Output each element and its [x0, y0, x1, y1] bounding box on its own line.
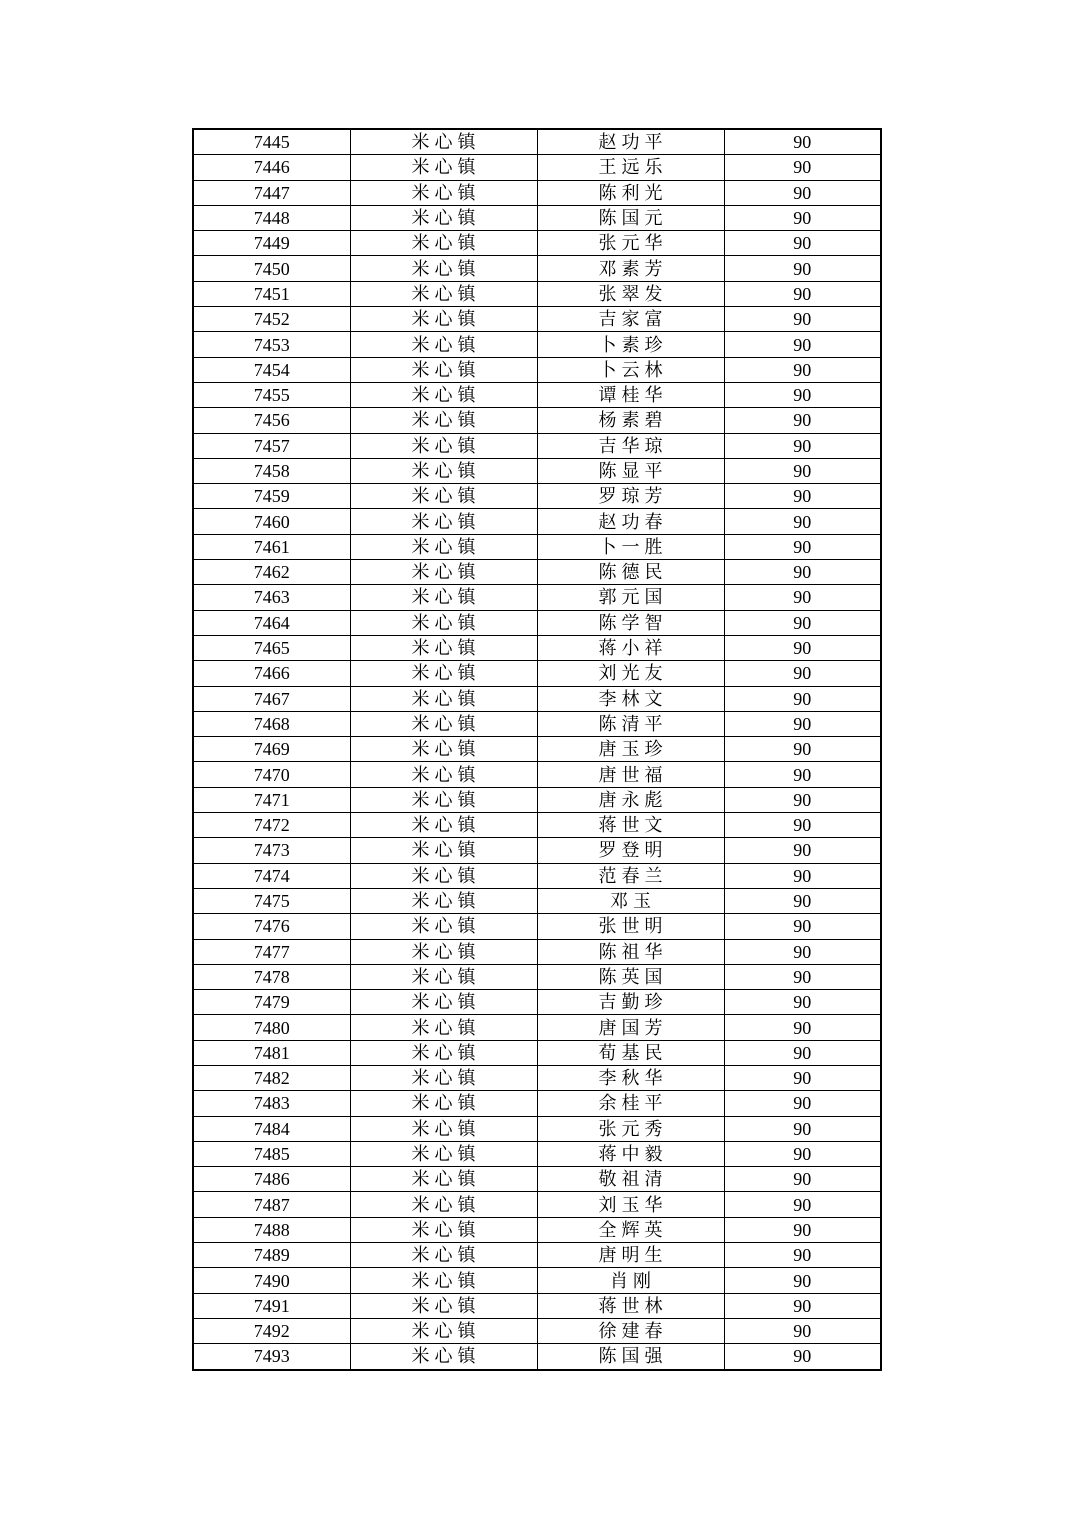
table-row: [193, 711, 881, 736]
cell-serial-number: 7487: [193, 1192, 350, 1217]
cell-town: 米心镇: [350, 1040, 537, 1065]
cell-person-name: 吉勤珍: [537, 990, 724, 1015]
cell-score: 90: [724, 534, 881, 559]
cell-town: 米心镇: [350, 205, 537, 230]
cell-serial-number: 7461: [193, 534, 350, 559]
table-row: [193, 1141, 881, 1166]
cell-town: 米心镇: [350, 180, 537, 205]
cell-person-name: 全辉英: [537, 1217, 724, 1242]
table-row: [193, 813, 881, 838]
table-row: [193, 509, 881, 534]
cell-serial-number: 7454: [193, 357, 350, 382]
table-row: [193, 231, 881, 256]
cell-score: 90: [724, 1116, 881, 1141]
cell-serial-number: 7455: [193, 382, 350, 407]
cell-serial-number: 7477: [193, 939, 350, 964]
cell-person-name: 陈英国: [537, 964, 724, 989]
cell-town: 米心镇: [350, 813, 537, 838]
cell-person-name: 陈国元: [537, 205, 724, 230]
cell-score: 90: [724, 307, 881, 332]
table-row: [193, 1167, 881, 1192]
cell-person-name: 余桂平: [537, 1091, 724, 1116]
cell-score: 90: [724, 332, 881, 357]
cell-person-name: 敬祖清: [537, 1167, 724, 1192]
cell-serial-number: 7451: [193, 281, 350, 306]
cell-serial-number: 7474: [193, 863, 350, 888]
cell-serial-number: 7462: [193, 560, 350, 585]
cell-town: 米心镇: [350, 990, 537, 1015]
cell-person-name: 蒋小祥: [537, 635, 724, 660]
cell-town: 米心镇: [350, 1091, 537, 1116]
cell-town: 米心镇: [350, 1015, 537, 1040]
cell-score: 90: [724, 1217, 881, 1242]
cell-town: 米心镇: [350, 1293, 537, 1318]
cell-score: 90: [724, 711, 881, 736]
cell-town: 米心镇: [350, 737, 537, 762]
cell-town: 米心镇: [350, 610, 537, 635]
cell-score: 90: [724, 686, 881, 711]
cell-town: 米心镇: [350, 256, 537, 281]
cell-serial-number: 7448: [193, 205, 350, 230]
table-row: [193, 155, 881, 180]
cell-serial-number: 7480: [193, 1015, 350, 1040]
cell-town: 米心镇: [350, 560, 537, 585]
cell-serial-number: 7456: [193, 408, 350, 433]
cell-person-name: 张元华: [537, 231, 724, 256]
table-row: [193, 585, 881, 610]
table-row: [193, 661, 881, 686]
table-row: [193, 686, 881, 711]
table-row: [193, 1344, 881, 1370]
cell-person-name: 吉家富: [537, 307, 724, 332]
cell-person-name: 杨素碧: [537, 408, 724, 433]
cell-person-name: 陈国强: [537, 1344, 724, 1370]
cell-person-name: 范春兰: [537, 863, 724, 888]
cell-town: 米心镇: [350, 888, 537, 913]
cell-score: 90: [724, 129, 881, 155]
cell-serial-number: 7464: [193, 610, 350, 635]
table-row: [193, 737, 881, 762]
cell-town: 米心镇: [350, 939, 537, 964]
table-row: [193, 635, 881, 660]
cell-person-name: 郭元国: [537, 585, 724, 610]
cell-town: 米心镇: [350, 231, 537, 256]
cell-serial-number: 7459: [193, 484, 350, 509]
cell-person-name: 张元秀: [537, 1116, 724, 1141]
table-row: [193, 534, 881, 559]
cell-score: 90: [724, 787, 881, 812]
cell-town: 米心镇: [350, 155, 537, 180]
cell-score: 90: [724, 408, 881, 433]
cell-town: 米心镇: [350, 914, 537, 939]
cell-serial-number: 7466: [193, 661, 350, 686]
cell-person-name: 唐永彪: [537, 787, 724, 812]
cell-serial-number: 7483: [193, 1091, 350, 1116]
cell-person-name: 刘玉华: [537, 1192, 724, 1217]
table-row: [193, 914, 881, 939]
cell-person-name: 赵功春: [537, 509, 724, 534]
cell-score: 90: [724, 484, 881, 509]
cell-score: 90: [724, 256, 881, 281]
cell-score: 90: [724, 1293, 881, 1318]
table-row: [193, 1268, 881, 1293]
table-row: [193, 484, 881, 509]
table-row: [193, 964, 881, 989]
cell-person-name: 陈利光: [537, 180, 724, 205]
cell-serial-number: 7479: [193, 990, 350, 1015]
cell-serial-number: 7476: [193, 914, 350, 939]
cell-score: 90: [724, 964, 881, 989]
cell-serial-number: 7478: [193, 964, 350, 989]
table-row: [193, 1217, 881, 1242]
cell-score: 90: [724, 990, 881, 1015]
table-row: [193, 357, 881, 382]
cell-serial-number: 7484: [193, 1116, 350, 1141]
cell-person-name: 陈显平: [537, 458, 724, 483]
cell-person-name: 吉华琼: [537, 433, 724, 458]
cell-score: 90: [724, 838, 881, 863]
cell-town: 米心镇: [350, 964, 537, 989]
cell-score: 90: [724, 1268, 881, 1293]
cell-serial-number: 7488: [193, 1217, 350, 1242]
cell-serial-number: 7457: [193, 433, 350, 458]
cell-serial-number: 7471: [193, 787, 350, 812]
table-row: [193, 787, 881, 812]
table-row: [193, 610, 881, 635]
cell-person-name: 邓素芳: [537, 256, 724, 281]
cell-town: 米心镇: [350, 1167, 537, 1192]
cell-person-name: 陈德民: [537, 560, 724, 585]
cell-town: 米心镇: [350, 408, 537, 433]
cell-person-name: 王远乐: [537, 155, 724, 180]
cell-town: 米心镇: [350, 281, 537, 306]
cell-person-name: 唐明生: [537, 1243, 724, 1268]
table-row: [193, 1015, 881, 1040]
table-row: [193, 332, 881, 357]
roster-table-body: [193, 129, 881, 1370]
cell-serial-number: 7492: [193, 1318, 350, 1343]
table-row: [193, 939, 881, 964]
table-row: [193, 838, 881, 863]
cell-person-name: 陈清平: [537, 711, 724, 736]
cell-score: 90: [724, 1192, 881, 1217]
cell-score: 90: [724, 231, 881, 256]
table-row: [193, 382, 881, 407]
cell-score: 90: [724, 560, 881, 585]
cell-serial-number: 7449: [193, 231, 350, 256]
cell-person-name: 陈祖华: [537, 939, 724, 964]
cell-person-name: 张翠发: [537, 281, 724, 306]
table-row: [193, 1192, 881, 1217]
cell-person-name: 张世明: [537, 914, 724, 939]
table-row: [193, 458, 881, 483]
cell-person-name: 罗登明: [537, 838, 724, 863]
cell-serial-number: 7470: [193, 762, 350, 787]
cell-town: 米心镇: [350, 129, 537, 155]
cell-serial-number: 7475: [193, 888, 350, 913]
cell-town: 米心镇: [350, 711, 537, 736]
cell-score: 90: [724, 914, 881, 939]
cell-town: 米心镇: [350, 635, 537, 660]
cell-score: 90: [724, 357, 881, 382]
cell-serial-number: 7465: [193, 635, 350, 660]
cell-score: 90: [724, 762, 881, 787]
table-row: [193, 1065, 881, 1090]
cell-score: 90: [724, 281, 881, 306]
cell-person-name: 肖刚: [537, 1268, 724, 1293]
cell-score: 90: [724, 1091, 881, 1116]
cell-serial-number: 7450: [193, 256, 350, 281]
table-row: [193, 205, 881, 230]
cell-person-name: 谭桂华: [537, 382, 724, 407]
table-row: [193, 1040, 881, 1065]
table-row: [193, 1293, 881, 1318]
cell-person-name: 卜一胜: [537, 534, 724, 559]
table-row: [193, 990, 881, 1015]
cell-town: 米心镇: [350, 307, 537, 332]
cell-score: 90: [724, 1015, 881, 1040]
cell-serial-number: 7469: [193, 737, 350, 762]
cell-score: 90: [724, 1167, 881, 1192]
cell-town: 米心镇: [350, 1318, 537, 1343]
cell-town: 米心镇: [350, 1141, 537, 1166]
cell-person-name: 李林文: [537, 686, 724, 711]
cell-town: 米心镇: [350, 357, 537, 382]
table-row: [193, 1318, 881, 1343]
cell-score: 90: [724, 1243, 881, 1268]
cell-score: 90: [724, 635, 881, 660]
cell-town: 米心镇: [350, 1217, 537, 1242]
table-row: [193, 1116, 881, 1141]
cell-person-name: 陈学智: [537, 610, 724, 635]
table-row: [193, 281, 881, 306]
cell-serial-number: 7463: [193, 585, 350, 610]
table-row: [193, 256, 881, 281]
cell-score: 90: [724, 813, 881, 838]
cell-town: 米心镇: [350, 686, 537, 711]
cell-score: 90: [724, 1065, 881, 1090]
cell-serial-number: 7460: [193, 509, 350, 534]
cell-person-name: 罗琼芳: [537, 484, 724, 509]
roster-table: [192, 128, 882, 1371]
cell-serial-number: 7490: [193, 1268, 350, 1293]
cell-serial-number: 7447: [193, 180, 350, 205]
cell-serial-number: 7445: [193, 129, 350, 155]
cell-serial-number: 7452: [193, 307, 350, 332]
cell-score: 90: [724, 585, 881, 610]
cell-town: 米心镇: [350, 509, 537, 534]
cell-town: 米心镇: [350, 458, 537, 483]
cell-person-name: 卜云林: [537, 357, 724, 382]
cell-score: 90: [724, 180, 881, 205]
cell-town: 米心镇: [350, 838, 537, 863]
cell-town: 米心镇: [350, 1192, 537, 1217]
cell-score: 90: [724, 155, 881, 180]
cell-serial-number: 7493: [193, 1344, 350, 1370]
table-row: [193, 129, 881, 155]
cell-town: 米心镇: [350, 1243, 537, 1268]
cell-score: 90: [724, 863, 881, 888]
table-row: [193, 1091, 881, 1116]
cell-town: 米心镇: [350, 1344, 537, 1370]
cell-person-name: 李秋华: [537, 1065, 724, 1090]
table-row: [193, 560, 881, 585]
table-row: [193, 888, 881, 913]
table-row: [193, 863, 881, 888]
cell-score: 90: [724, 1040, 881, 1065]
cell-town: 米心镇: [350, 1065, 537, 1090]
cell-town: 米心镇: [350, 762, 537, 787]
cell-town: 米心镇: [350, 433, 537, 458]
table-row: [193, 180, 881, 205]
cell-person-name: 蒋中毅: [537, 1141, 724, 1166]
cell-score: 90: [724, 1141, 881, 1166]
cell-serial-number: 7489: [193, 1243, 350, 1268]
cell-serial-number: 7472: [193, 813, 350, 838]
cell-person-name: 蒋世文: [537, 813, 724, 838]
cell-score: 90: [724, 888, 881, 913]
cell-serial-number: 7491: [193, 1293, 350, 1318]
cell-person-name: 蒋世林: [537, 1293, 724, 1318]
cell-serial-number: 7485: [193, 1141, 350, 1166]
cell-town: 米心镇: [350, 863, 537, 888]
table-row: [193, 762, 881, 787]
cell-person-name: 唐世福: [537, 762, 724, 787]
cell-serial-number: 7473: [193, 838, 350, 863]
cell-serial-number: 7446: [193, 155, 350, 180]
cell-score: 90: [724, 737, 881, 762]
cell-person-name: 刘光友: [537, 661, 724, 686]
cell-score: 90: [724, 509, 881, 534]
cell-serial-number: 7458: [193, 458, 350, 483]
cell-town: 米心镇: [350, 1116, 537, 1141]
cell-person-name: 徐建春: [537, 1318, 724, 1343]
cell-score: 90: [724, 610, 881, 635]
cell-town: 米心镇: [350, 787, 537, 812]
cell-town: 米心镇: [350, 534, 537, 559]
cell-town: 米心镇: [350, 484, 537, 509]
cell-score: 90: [724, 1344, 881, 1370]
cell-town: 米心镇: [350, 661, 537, 686]
cell-town: 米心镇: [350, 1268, 537, 1293]
cell-serial-number: 7467: [193, 686, 350, 711]
cell-score: 90: [724, 382, 881, 407]
cell-person-name: 唐玉珍: [537, 737, 724, 762]
cell-person-name: 邓玉: [537, 888, 724, 913]
cell-town: 米心镇: [350, 332, 537, 357]
table-row: [193, 408, 881, 433]
table-row: [193, 433, 881, 458]
table-row: [193, 307, 881, 332]
cell-serial-number: 7482: [193, 1065, 350, 1090]
cell-town: 米心镇: [350, 585, 537, 610]
table-row: [193, 1243, 881, 1268]
cell-serial-number: 7481: [193, 1040, 350, 1065]
cell-score: 90: [724, 939, 881, 964]
cell-score: 90: [724, 433, 881, 458]
cell-serial-number: 7453: [193, 332, 350, 357]
cell-person-name: 赵功平: [537, 129, 724, 155]
cell-score: 90: [724, 1318, 881, 1343]
cell-person-name: 卜素珍: [537, 332, 724, 357]
cell-serial-number: 7486: [193, 1167, 350, 1192]
cell-score: 90: [724, 661, 881, 686]
cell-person-name: 荀基民: [537, 1040, 724, 1065]
cell-score: 90: [724, 458, 881, 483]
cell-serial-number: 7468: [193, 711, 350, 736]
cell-town: 米心镇: [350, 382, 537, 407]
cell-score: 90: [724, 205, 881, 230]
cell-person-name: 唐国芳: [537, 1015, 724, 1040]
